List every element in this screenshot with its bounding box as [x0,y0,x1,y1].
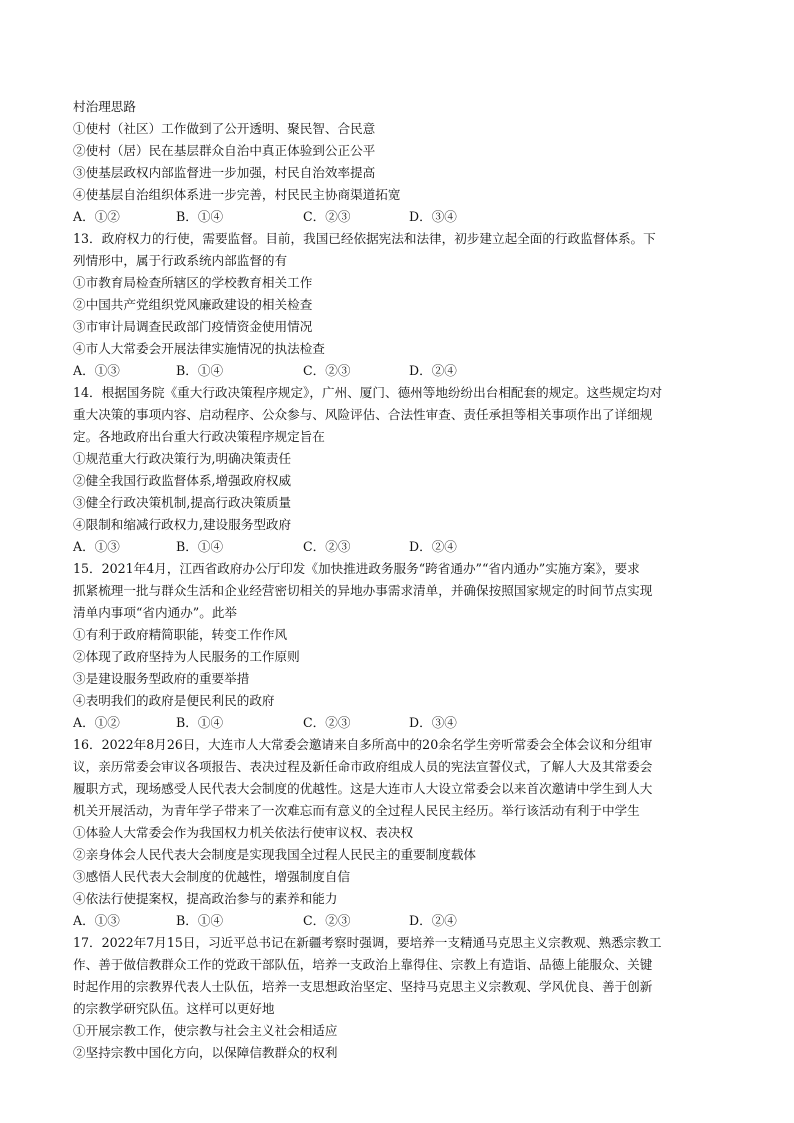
answer-choice: B．①④ [176,715,224,730]
answer-choice: D．③④ [409,715,457,730]
text-line: 抓紧梳理一批与群众生活和企业经营密切相关的异地办事需求清单，并确保按照国家规定的时间节点实现 [73,583,653,598]
answer-choice: D．②④ [409,913,457,928]
text-line: ①市教育局检查所辖区的学校教育相关工作 [73,275,313,290]
text-line: ①有利于政府精简职能，转变工作作风 [73,627,288,642]
text-line: ③市审计局调查民政部门疫情资金使用情况 [73,319,313,334]
text-line: ③使基层政权内部监督进一步加强，村民自治效率提高 [73,165,376,180]
answer-choice: A．①③ [73,363,120,378]
answer-choices [73,360,725,382]
text-line: ②健全我国行政监督体系,增强政府权威 [73,473,292,488]
text-line: 14．根据国务院《重大行政决策程序规定》，广州、厦门、德州等地纷纷出台相配套的规定。这些规定均对 [73,385,663,400]
text-line: ②使村（居）民在基层群众自治中真正体验到公正公平 [73,143,376,158]
text-line: ③感悟人民代表大会制度的优越性，增强制度自信 [73,869,351,884]
answer-choice: C．②③ [303,913,351,928]
text-line: ③是建设服务型政府的重要举措 [73,671,250,686]
answer-choice: B．①④ [176,209,224,224]
text-line: 定。各地政府出台重大行政决策程序规定旨在 [73,429,325,444]
text-line: ①体验人大常委会作为我国权力机关依法行使审议权、表决权 [73,825,414,840]
text-line: 作、善于做信教群众工作的党政干部队伍，培养一支政治上靠得住、宗教上有造诣、品德上能服众、关键 [73,957,653,972]
answer-choice: B．①④ [176,913,224,928]
answer-choices [73,712,725,734]
text-line: ④使基层自治组织体系进一步完善，村民民主协商渠道拓宽 [73,187,401,202]
text-line: 时起作用的宗教界代表人士队伍，培养一支思想政治坚定、坚持马克思主义宗教观、学风优良、善于创新 [73,979,653,994]
answer-choice: C．②③ [303,715,351,730]
text-line: ④限制和缩减行政权力,建设服务型政府 [73,517,292,532]
answer-choice: B．①④ [176,539,224,554]
text-line: 17．2022年7月15日，习近平总书记在新疆考察时强调，要培养一支精通马克思主义宗教观、熟悉宗教工 [73,935,662,950]
answer-choices [73,206,725,228]
answer-choice: C．②③ [303,363,351,378]
exam-page [73,96,725,1064]
answer-choice: A．①③ [73,539,120,554]
answer-choice: A．①② [73,209,120,224]
text-line: ④依法行使提案权，提高政治参与的素养和能力 [73,891,338,906]
answer-choice: C．②③ [303,209,351,224]
text-line: 村治理思路 [73,99,136,114]
text-line: ④市人大常委会开展法律实施情况的执法检查 [73,341,325,356]
text-line: 列情形中，属于行政系统内部监督的有 [73,253,288,268]
text-line: 的宗教学研究队伍。这样可以更好地 [73,1001,275,1016]
answer-choices [73,536,725,558]
text-line: 机关开展活动，为青年学子带来了一次难忘而有意义的全过程人民民主经历。举行该活动有利于中学生 [73,803,640,818]
text-line: ④表明我们的政府是便民利民的政府 [73,693,275,708]
text-line: 清单内事项“省内通办”。此举 [73,605,238,620]
answer-choice: D．③④ [409,209,457,224]
text-line: ①开展宗教工作，使宗教与社会主义社会相适应 [73,1023,338,1038]
answer-choice: A．①② [73,715,120,730]
answer-choice: D．②④ [409,539,457,554]
text-line: 15．2021年4月，江西省政府办公厅印发《加快推进政务服务“跨省通办”“省内通办”实施方案》，要求 [73,561,640,576]
text-line: ②体现了政府坚持为人民服务的工作原则 [73,649,300,664]
answer-choice: C．②③ [303,539,351,554]
answer-choice: B．①④ [176,363,224,378]
answer-choices [73,910,725,932]
answer-choice: A．①③ [73,913,120,928]
text-line: ①规范重大行政决策行为,明确决策责任 [73,451,292,466]
text-line: ②中国共产党组织党风廉政建设的相关检查 [73,297,313,312]
text-line: ②亲身体会人民代表大会制度是实现我国全过程人民民主的重要制度载体 [73,847,476,862]
text-line: ②坚持宗教中国化方向，以保障信教群众的权利 [73,1045,338,1060]
text-line: ③健全行政决策机制,提高行政决策质量 [73,495,292,510]
text-line: 13．政府权力的行使，需要监督。目前，我国已经依据宪法和法律，初步建立起全面的行政监督体系。下 [73,231,656,246]
text-line: 重大决策的事项内容、启动程序、公众参与、风险评估、合法性审查、责任承担等相关事项作出了详细规 [73,407,653,422]
text-line: 履职方式，现场感受人民代表大会制度的优越性。这是大连市人大设立常委会以来首次邀请中学生到人大 [73,781,653,796]
text-line: 16．2022年8月26日，大连市人大常委会邀请来自多所高中的20余名学生旁听常委会全体会议和分组审 [73,737,653,752]
text-line: 议，亲历常委会审议各项报告、表决过程及新任命市政府组成人员的宪法宣誓仪式，了解人大及其常委会 [73,759,653,774]
answer-choice: D．②④ [409,363,457,378]
text-line: ①使村（社区）工作做到了公开透明、聚民智、合民意 [73,121,376,136]
